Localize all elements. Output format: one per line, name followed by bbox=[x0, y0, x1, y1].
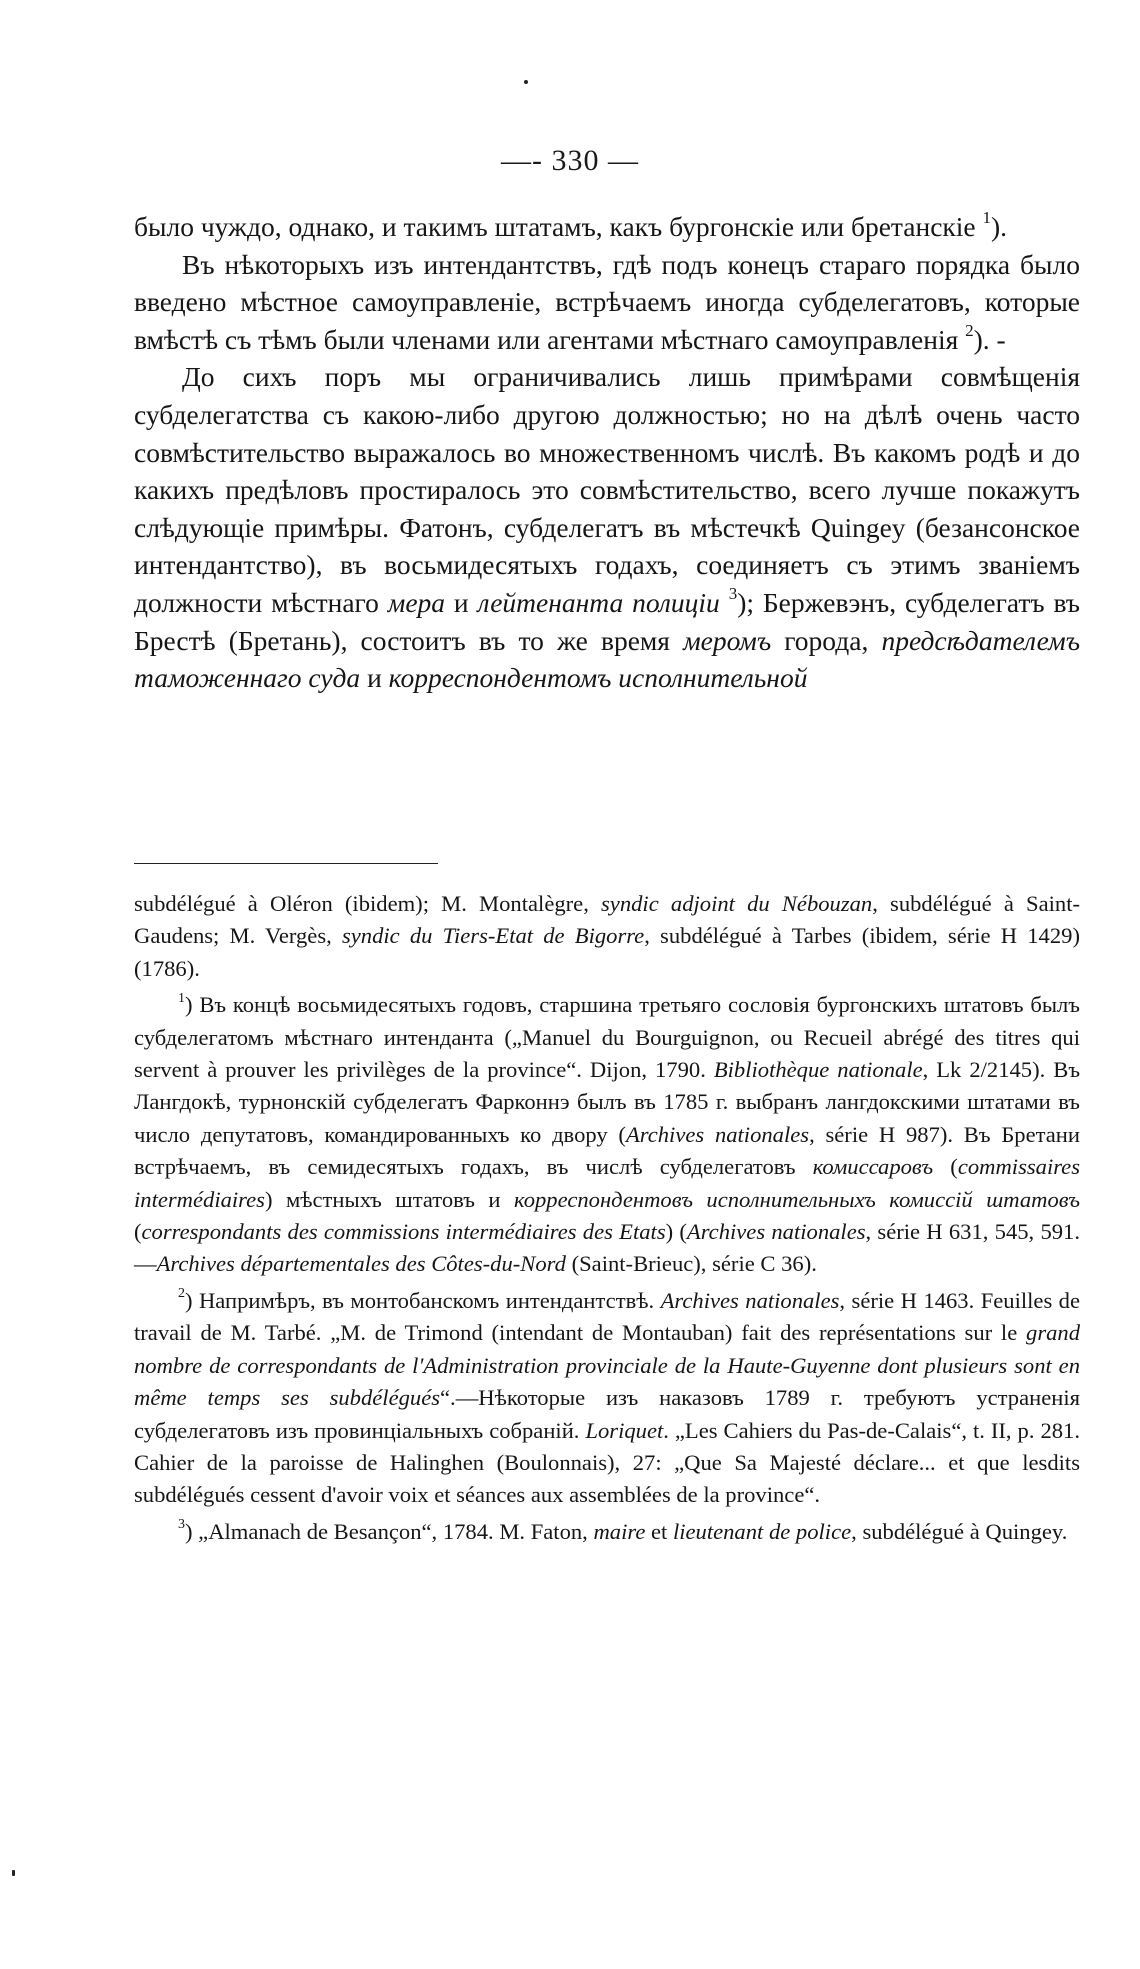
footnote-3 bbox=[134, 1516, 1080, 1548]
text-run: и bbox=[445, 586, 478, 618]
footnote-continuation bbox=[134, 888, 1080, 985]
italic-text: мера bbox=[387, 586, 446, 618]
text-run: (Saint-Brieuc), série C 36). bbox=[565, 1251, 817, 1277]
page-number: —- 330 — bbox=[501, 144, 639, 177]
italic-text: Archives nationales bbox=[625, 1121, 810, 1147]
text-run: ) Напримѣръ, въ монтобанскомъ интендантствѣ. bbox=[185, 1287, 661, 1313]
paragraph bbox=[134, 246, 1080, 359]
footnote-marker: 2 bbox=[178, 1286, 185, 1302]
italic-text: лейтенанта полиціи bbox=[477, 586, 720, 618]
italic-text: Archives nationales bbox=[660, 1287, 840, 1313]
text-run: et bbox=[645, 1518, 673, 1544]
italic-text: syndic adjoint du Nébouzan bbox=[601, 891, 873, 916]
text-run: , subdélégué à Tarbes (ibidem, série H 1429) (1786). bbox=[134, 923, 1080, 981]
print-speck-bottom bbox=[12, 1870, 15, 1876]
paragraph bbox=[134, 208, 1080, 246]
footnote-marker: 3 bbox=[178, 1517, 185, 1533]
text-run: ) „Almanach de Besançon“, 1784. M. Faton, bbox=[185, 1518, 594, 1544]
italic-text: correspondants des commissions intermédiaires des Etats bbox=[141, 1219, 666, 1245]
body-text bbox=[134, 208, 1080, 697]
text-run: “.—Нѣкоторые изъ наказовъ 1789 г. требуютъ устраненія субделегатовъ изъ провинціальныхъ собраній. bbox=[134, 1385, 1080, 1443]
text-run: ) мѣстныхъ штатовъ и bbox=[264, 1186, 514, 1212]
italic-text: grand nombre de correspondants de l'Administration provinciale de la Haute-Guyenne dont plusieurs sont en même temps ses subdélégués bbox=[134, 1320, 1080, 1411]
footnote-1 bbox=[134, 989, 1080, 1281]
italic-text: корреспондентомъ исполнительной bbox=[388, 662, 808, 694]
text-run: ) Въ концѣ восьмидесятыхъ годовъ, старшина третьяго сословія бургонскихъ штатовъ былъ субделегатомъ мѣстнаго интенданта („Manuel du Bourguignon, ou Recueil abrégé des titres qui servent à prouver les privilèges de la province“. Dijon, 1790. bbox=[134, 992, 1080, 1083]
italic-text: syndic du Tiers-Etat de Bigorre bbox=[341, 923, 645, 949]
text-run: , Lk 2/2145). Въ Лангдокѣ, турнонскій субделегатъ Фарконнэ былъ въ 1785 г. выбранъ лангдокскими штатами въ число депутатовъ, командированныхъ ко двору ( bbox=[134, 1057, 1080, 1147]
text-run: и bbox=[360, 662, 389, 694]
italic-text: maire bbox=[593, 1518, 646, 1544]
italic-text: Archives départementales des Côtes-du-Nord bbox=[156, 1251, 566, 1277]
italic-text: комиссаровъ bbox=[812, 1154, 934, 1180]
italic-text: меромъ bbox=[683, 624, 772, 656]
paragraph bbox=[134, 358, 1080, 696]
footnotes bbox=[134, 888, 1080, 1552]
italic-text: корреспондентовъ исполнительныхъ комиссій штатовъ bbox=[514, 1186, 1081, 1212]
text-run: , série H 987). Въ Бретани встрѣчаемъ, въ семидесятыхъ годахъ, въ числѣ субделегатовъ bbox=[134, 1121, 1080, 1180]
footnote-marker: 3 bbox=[728, 584, 738, 604]
text-run bbox=[720, 587, 729, 618]
text-run: , subdélégué à Saint-Gaudens; M. Vergès, bbox=[134, 891, 1081, 949]
italic-text: предсѣдателемъ таможеннаго суда bbox=[134, 624, 1080, 694]
text-run: города, bbox=[771, 624, 882, 656]
footnote-2 bbox=[134, 1285, 1080, 1512]
italic-text: Bibliothèque nationale bbox=[713, 1057, 923, 1083]
text-run: ) ( bbox=[665, 1219, 687, 1245]
text-run: было чуждо, однако, и такимъ штатамъ, какъ бургонскіе или бретанскіе bbox=[134, 211, 983, 242]
text-run: subdélégué à Oléron (ibidem); M. Montalègre, bbox=[134, 891, 602, 916]
text-run: Въ нѣкоторыхъ изъ интендантствъ, гдѣ подъ конецъ стараго порядка было введено мѣстное самоуправленіе, встрѣчаемъ иногда субделегатовъ, которые вмѣстѣ съ тѣмъ были членами или агентами мѣстнаго самоуправленія bbox=[134, 248, 1080, 355]
text-run: ). - bbox=[973, 323, 1006, 355]
text-run: ); Бержевэнъ, субделегатъ въ Брестѣ (Бретань), состоитъ въ то же время bbox=[134, 586, 1081, 656]
text-run: . „Les Cahiers du Pas-de-Calais“, t. II, p. 281. Cahier de la paroisse de Halinghen (Boulonnais), 27: „Que Sa Majesté déclare... et que lesdits subdélégués cessent d'avoir voix et séances aux assemblées de la province“. bbox=[134, 1417, 1080, 1508]
text-run: , subdélégué à Quingey. bbox=[851, 1518, 1068, 1544]
italic-text: lieutenant de police bbox=[672, 1518, 852, 1544]
text-run: , série H 631, 545, 591.— bbox=[134, 1219, 1080, 1277]
text-run: ( bbox=[933, 1154, 958, 1180]
text-run: ( bbox=[134, 1219, 142, 1245]
italic-text: commissaires intermédiaires bbox=[134, 1154, 1080, 1212]
print-speck-top bbox=[524, 80, 528, 84]
text-run: , série H 1463. Feuilles de travail de M. Tarbé. „M. de Trimond (intendant de Montauban) fait des représentations sur le bbox=[134, 1287, 1081, 1346]
italic-text: Archives nationales bbox=[686, 1219, 866, 1245]
text-run: ). bbox=[991, 211, 1008, 242]
footnote-marker: 2 bbox=[965, 321, 974, 341]
italic-text: Loriquet bbox=[585, 1417, 664, 1443]
text-run: До сихъ поръ мы ограничивались лишь примѣрами совмѣщенія субделегатства съ какою-либо другою должностью; но на дѣлѣ очень часто совмѣстительство выражалось во множественномъ числѣ. Въ какомъ родѣ и до какихъ предѣловъ простиралось это совмѣстительство, всего лучше покажутъ слѣдующіе примѣры. Фатонъ, субделегатъ въ мѣстечкѣ Quingey (безансонское интендантство), въ восьмидесятыхъ годахъ, соединяетъ съ этимъ званіемъ должности мѣстнаго bbox=[134, 361, 1080, 618]
footnote-separator bbox=[134, 863, 438, 864]
footnote-marker: 1 bbox=[982, 208, 992, 228]
footnote-marker: 1 bbox=[178, 990, 185, 1006]
